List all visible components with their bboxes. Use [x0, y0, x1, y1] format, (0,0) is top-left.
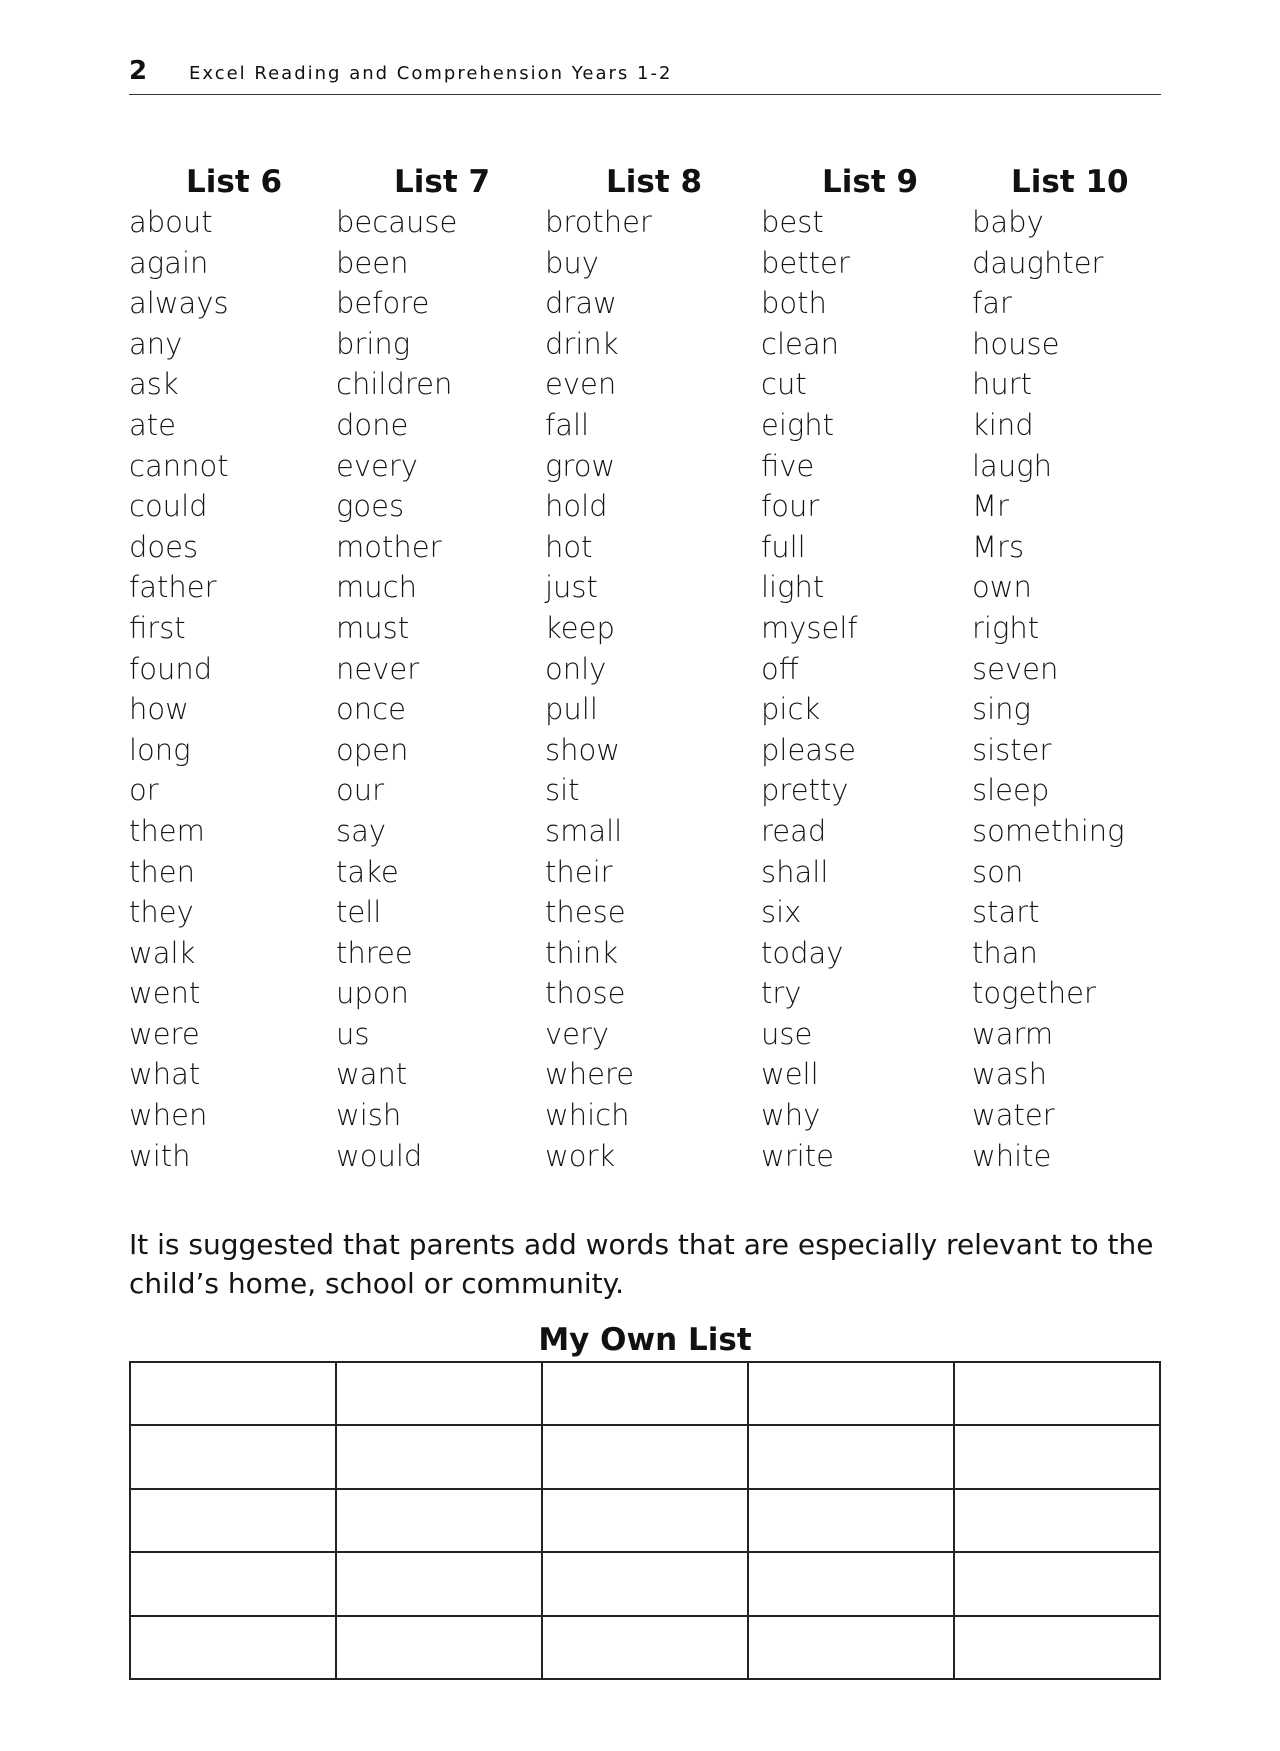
word-item: please	[761, 732, 857, 767]
word-item: pull	[545, 692, 598, 727]
word-item: or	[129, 773, 159, 808]
word-item: off	[761, 651, 799, 686]
word-item: five	[761, 448, 815, 483]
word-item: were	[129, 1016, 200, 1051]
word-item: does	[129, 529, 199, 564]
word-item: best	[761, 205, 824, 239]
word-item: because	[336, 205, 458, 239]
word-item: shall	[761, 854, 829, 889]
word-item: baby	[972, 205, 1044, 239]
word-item: far	[972, 286, 1012, 321]
own-list-cell[interactable]	[130, 1616, 336, 1679]
word-item: pick	[761, 692, 821, 727]
word-item: why	[761, 1098, 821, 1133]
word-item: keep	[545, 610, 615, 645]
own-list-cell[interactable]	[748, 1425, 954, 1488]
word-item: take	[336, 854, 399, 889]
word-item: think	[545, 935, 618, 970]
parent-note-line-1: It is suggested that parents add words that are especially relevant to the	[129, 1228, 1154, 1261]
own-list-cell[interactable]	[336, 1552, 542, 1615]
word-item: went	[129, 976, 201, 1011]
word-item: read	[761, 813, 827, 848]
word-item: ate	[129, 407, 176, 442]
list-title: List 6	[186, 164, 283, 200]
word-item: hurt	[972, 367, 1033, 402]
word-item: father	[129, 570, 217, 605]
word-item: open	[336, 732, 409, 767]
own-list-cell[interactable]	[130, 1552, 336, 1615]
word-item: pretty	[761, 773, 849, 808]
list-column-7	[336, 162, 546, 1176]
own-list-cell[interactable]	[748, 1616, 954, 1679]
word-item: bring	[336, 326, 411, 361]
own-list-row	[130, 1552, 1160, 1615]
word-item: about	[129, 205, 213, 239]
word-item: even	[545, 367, 617, 402]
list-title: List 10	[1011, 164, 1129, 200]
word-item: them	[129, 813, 205, 848]
list-title: List 8	[606, 164, 703, 200]
word-item: first	[129, 610, 186, 645]
own-list-cell[interactable]	[542, 1616, 748, 1679]
word-item: never	[336, 651, 420, 686]
word-item: laugh	[972, 448, 1052, 483]
own-list-cell[interactable]	[542, 1552, 748, 1615]
word-item: found	[129, 651, 213, 686]
word-item: walk	[129, 935, 196, 970]
own-list-cell[interactable]	[748, 1552, 954, 1615]
word-list	[545, 202, 755, 1176]
word-item: could	[129, 489, 208, 524]
word-item: once	[336, 692, 406, 727]
word-item: when	[129, 1098, 208, 1133]
list-column-8	[545, 162, 755, 1176]
word-item: fall	[545, 407, 590, 442]
word-item: small	[545, 813, 623, 848]
word-item: sleep	[972, 773, 1050, 808]
word-item: both	[761, 286, 827, 321]
list-column-9	[761, 162, 971, 1176]
own-list-cell[interactable]	[954, 1552, 1160, 1615]
own-list-cell[interactable]	[542, 1362, 748, 1425]
word-item: ask	[129, 367, 179, 402]
word-item: wish	[336, 1098, 402, 1133]
word-item: long	[129, 732, 191, 767]
word-item: their	[545, 854, 613, 889]
own-list-cell[interactable]	[336, 1425, 542, 1488]
word-item: then	[129, 854, 195, 889]
word-item: draw	[545, 286, 617, 321]
word-item: would	[336, 1138, 423, 1173]
word-item: been	[336, 245, 409, 280]
word-list	[761, 202, 971, 1176]
word-item: before	[336, 286, 430, 321]
word-item: today	[761, 935, 844, 970]
own-list-title: My Own List	[538, 1322, 752, 1358]
word-item: Mrs	[972, 529, 1025, 564]
own-list-cell[interactable]	[954, 1425, 1160, 1488]
own-list-row	[130, 1362, 1160, 1425]
word-item: tell	[336, 895, 382, 930]
word-item: sister	[972, 732, 1052, 767]
word-item: house	[972, 326, 1060, 361]
word-item: buy	[545, 245, 599, 280]
own-list-row	[130, 1489, 1160, 1552]
word-item: four	[761, 489, 820, 524]
word-item: any	[129, 326, 183, 361]
word-item: where	[545, 1057, 635, 1092]
word-item: much	[336, 570, 417, 605]
word-item: sit	[545, 773, 580, 808]
word-item: every	[336, 448, 418, 483]
word-item: warm	[972, 1016, 1054, 1051]
word-item: start	[972, 895, 1040, 930]
word-item: light	[761, 570, 825, 605]
word-item: seven	[972, 651, 1059, 686]
word-item: grow	[545, 448, 616, 483]
own-list-cell[interactable]	[336, 1616, 542, 1679]
word-item: cannot	[129, 448, 229, 483]
word-item: work	[545, 1138, 616, 1173]
word-item: with	[129, 1138, 191, 1173]
own-list-row	[130, 1425, 1160, 1488]
word-item: water	[972, 1098, 1055, 1133]
word-item: those	[545, 976, 626, 1011]
word-item: clean	[761, 326, 839, 361]
word-item: kind	[972, 407, 1034, 442]
word-lists	[129, 162, 1169, 1192]
word-item: what	[129, 1057, 201, 1092]
word-item: three	[336, 935, 413, 970]
running-title: Excel Reading and Comprehension Years 1-2	[189, 63, 673, 84]
word-item: show	[545, 732, 620, 767]
page-header	[129, 56, 1161, 95]
word-item: Mr	[972, 489, 1009, 524]
word-item: hold	[545, 489, 608, 524]
word-item: our	[336, 773, 385, 808]
list-title: List 7	[394, 164, 491, 200]
own-list-cell[interactable]	[954, 1489, 1160, 1552]
list-title: List 9	[822, 164, 919, 200]
word-item: they	[129, 895, 194, 930]
word-item: right	[972, 610, 1040, 645]
word-item: use	[761, 1016, 813, 1051]
word-item: drink	[545, 326, 619, 361]
own-list-table	[129, 1361, 1161, 1680]
word-item: always	[129, 286, 229, 321]
word-item: hot	[545, 529, 593, 564]
word-item: together	[972, 976, 1096, 1011]
own-list-cell[interactable]	[748, 1489, 954, 1552]
word-item: full	[761, 529, 806, 564]
word-item: goes	[336, 489, 405, 524]
word-item: again	[129, 245, 209, 280]
own-list-cell[interactable]	[130, 1489, 336, 1552]
word-list	[972, 202, 1182, 1176]
word-item: brother	[545, 205, 652, 239]
word-item: wash	[972, 1057, 1047, 1092]
parent-note-line-2: child’s home, school or community.	[129, 1267, 625, 1300]
word-item: sing	[972, 692, 1031, 727]
word-item: eight	[761, 407, 835, 442]
word-item: myself	[761, 610, 858, 645]
word-item: own	[972, 570, 1032, 605]
own-list-cell[interactable]	[130, 1362, 336, 1425]
word-item: well	[761, 1057, 819, 1092]
word-item: daughter	[972, 245, 1104, 280]
own-list-cell[interactable]	[748, 1362, 954, 1425]
own-list-cell[interactable]	[954, 1362, 1160, 1425]
list-column-6	[129, 162, 339, 1176]
word-item: want	[336, 1057, 408, 1092]
word-item: upon	[336, 976, 409, 1011]
word-item: write	[761, 1138, 834, 1173]
word-item: done	[336, 407, 409, 442]
word-item: son	[972, 854, 1024, 889]
word-item: than	[972, 935, 1038, 970]
page-number: 2	[129, 56, 148, 86]
own-list-cell[interactable]	[954, 1616, 1160, 1679]
word-item: mother	[336, 529, 442, 564]
own-list-cell[interactable]	[336, 1362, 542, 1425]
word-item: just	[545, 570, 598, 605]
word-item: must	[336, 610, 410, 645]
own-list-cell[interactable]	[542, 1425, 748, 1488]
word-item: children	[336, 367, 453, 402]
word-item: white	[972, 1138, 1052, 1173]
word-item: these	[545, 895, 626, 930]
own-list-cell[interactable]	[542, 1489, 748, 1552]
list-column-10	[972, 162, 1182, 1176]
word-item: say	[336, 813, 387, 848]
word-item: very	[545, 1016, 610, 1051]
own-list-cell[interactable]	[336, 1489, 542, 1552]
word-item: better	[761, 245, 850, 280]
parent-note	[129, 1225, 1169, 1303]
word-item: something	[972, 813, 1125, 848]
word-item: us	[336, 1016, 370, 1051]
own-list-row	[130, 1616, 1160, 1679]
word-list	[336, 202, 546, 1176]
word-item: only	[545, 651, 607, 686]
word-item: try	[761, 976, 802, 1011]
word-item: which	[545, 1098, 630, 1133]
word-list	[129, 202, 339, 1176]
word-item: cut	[761, 367, 807, 402]
word-item: how	[129, 692, 189, 727]
own-list-cell[interactable]	[130, 1425, 336, 1488]
word-item: six	[761, 895, 802, 930]
